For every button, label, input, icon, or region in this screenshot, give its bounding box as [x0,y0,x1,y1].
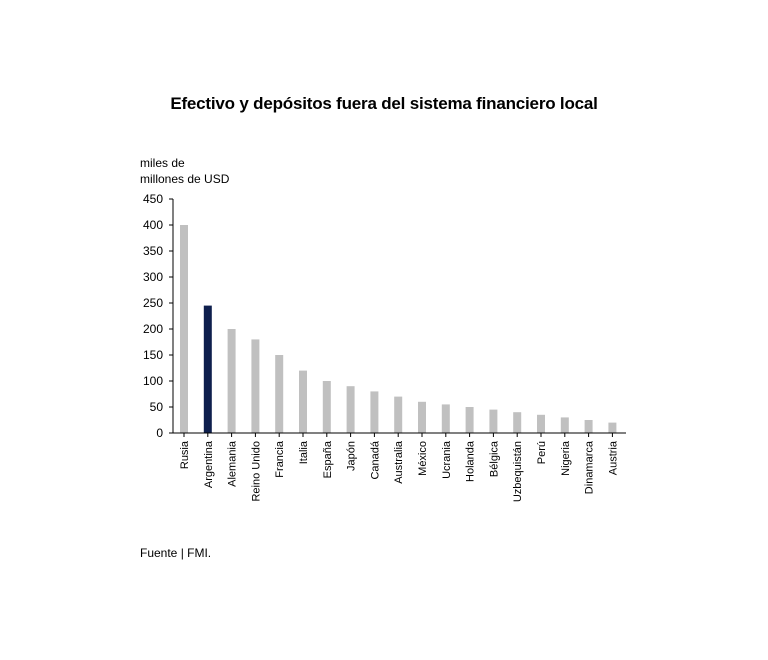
y-axis-unit-line-2: millones de USD [140,172,230,186]
y-tick-label-300: 300 [142,270,163,284]
x-axis-labels [179,433,619,502]
x-category-label-10: México [417,441,429,476]
bar-16 [561,417,569,433]
bar-0 [180,225,188,433]
x-category-label-7: Japón [345,441,358,471]
x-category-label-11: Ucrania [440,441,453,479]
y-axis-ticks [143,192,173,440]
bar-17 [585,420,593,433]
y-tick-label-450: 450 [142,192,163,206]
chart-title: Efectivo y depósitos fuera del sistema financiero local [170,94,598,113]
y-tick-label-150: 150 [142,348,163,362]
bar-4 [275,355,283,433]
bar-10 [418,402,426,433]
bar-9 [394,397,402,433]
x-category-label-13: Bélgica [488,441,501,478]
y-tick-label-50: 50 [149,400,163,414]
x-category-label-0: Rusia [179,441,191,470]
y-tick-label-200: 200 [142,322,163,336]
x-category-label-2: Alemania [226,441,239,487]
x-category-label-8: Canadá [369,441,382,480]
x-category-label-3: Reino Unido [250,441,263,502]
bar-5 [299,371,307,433]
bar-3 [251,339,259,433]
y-tick-label-100: 100 [142,374,163,388]
x-category-label-9: Australia [393,441,406,484]
y-axis-unit-line-1: miles de [140,156,185,170]
bar-2 [228,329,236,433]
bar-18 [608,423,616,433]
x-category-label-6: España [321,441,334,479]
bar-6 [323,381,331,433]
x-category-label-16: Nigeria [559,441,572,476]
x-category-label-15: Perú [536,441,548,465]
bar-1 [204,306,212,433]
x-category-label-5: Italia [298,441,310,465]
x-category-label-18: Austria [607,441,620,476]
source-note: Fuente | FMI. [140,546,212,560]
bars [180,225,616,433]
y-tick-label-0: 0 [156,426,163,440]
bar-14 [513,412,521,433]
bar-12 [466,407,474,433]
y-tick-label-250: 250 [142,296,163,310]
bar-8 [370,391,378,433]
x-category-label-1: Argentina [202,441,215,489]
x-category-label-4: Francia [274,441,287,478]
bar-15 [537,415,545,433]
x-category-label-14: Uzbequistán [512,441,525,503]
y-tick-label-400: 400 [142,218,163,232]
y-tick-label-350: 350 [142,244,163,258]
x-category-label-17: Dinamarca [583,441,596,495]
x-category-label-12: Holanda [464,441,477,482]
bar-11 [442,404,450,433]
bar-13 [489,410,497,433]
bar-7 [347,386,355,433]
